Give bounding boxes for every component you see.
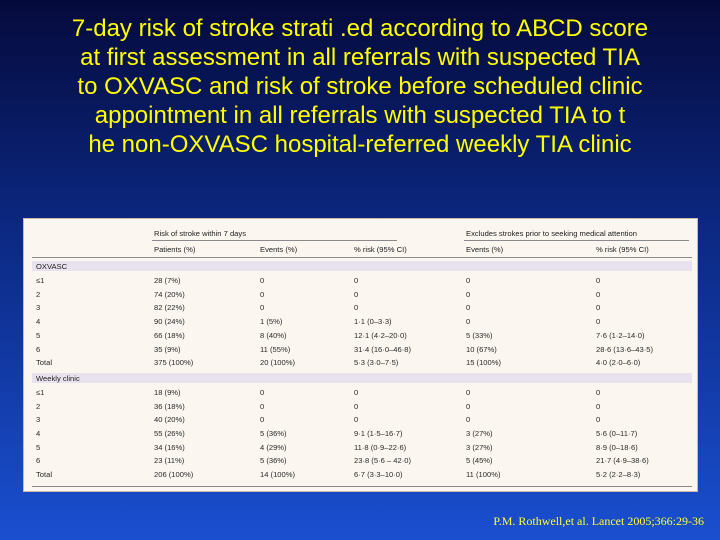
table-cell: 5·6 (0–11·7)	[596, 429, 638, 438]
table-cell: 18 (9%)	[154, 387, 181, 397]
section-header	[32, 373, 692, 383]
table-cell: 35 (9%)	[154, 344, 181, 354]
table-cell: 5·2 (2·2–8·3)	[596, 470, 641, 480]
column-header: Events (%)	[466, 245, 504, 254]
table-cell: 6·7 (3·3–10·0)	[354, 470, 403, 480]
table-cell: 5 (45%)	[466, 456, 493, 466]
table-cell: 23·8 (5·6 – 42·0)	[354, 456, 411, 466]
table-cell: 206 (100%)	[154, 470, 194, 480]
table-cell: 8 (40%)	[260, 330, 287, 340]
table-cell: 11·8 (0·9–22·6)	[354, 442, 407, 452]
table-cell: 0	[596, 317, 601, 327]
table-cell: 8·9 (0–18·6)	[596, 442, 638, 452]
slide-title	[10, 14, 710, 159]
table-cell: 375 (100%)	[154, 358, 194, 368]
table-cell: 23 (11%)	[154, 456, 185, 466]
table-cell: 0	[596, 276, 601, 285]
table-cell: 0	[596, 387, 601, 397]
table-cell: 11 (100%)	[466, 470, 501, 480]
table-cell: 90 (24%)	[154, 317, 185, 327]
row-label: 2	[36, 289, 41, 299]
table-cell: 0	[354, 401, 359, 411]
row-label: 4	[36, 429, 41, 438]
title-line: to OXVASC and risk of stroke before scheduled clinic	[77, 73, 643, 100]
row-label: Total	[36, 358, 53, 368]
table-cell: 0	[466, 415, 471, 425]
table-cell: 0	[466, 276, 471, 285]
table-cell: 0	[596, 289, 601, 299]
row-label: 6	[36, 344, 41, 354]
row-label: 5	[36, 330, 41, 340]
table-cell: 55 (26%)	[154, 429, 185, 438]
row-label: 2	[36, 401, 41, 411]
table-cell: 3 (27%)	[466, 442, 493, 452]
table-cell: 0	[354, 387, 359, 397]
row-label: 3	[36, 415, 41, 425]
title-line: he non-OXVASC hospital-referred weekly TIA clinic	[88, 131, 632, 158]
table-cell: 4 (29%)	[260, 442, 287, 452]
row-label: 6	[36, 456, 41, 466]
table-cell: 0	[596, 303, 601, 313]
row-label: ≤1	[36, 276, 45, 285]
table-cell: 1 (5%)	[260, 317, 283, 327]
table-cell: 0	[466, 303, 471, 313]
table-cell: 82 (22%)	[154, 303, 185, 313]
table-cell: 4·0 (2·0–6·0)	[596, 358, 641, 368]
column-header: Patients (%)	[154, 245, 196, 254]
row-label: 5	[36, 442, 41, 452]
section-label: OXVASC	[36, 262, 68, 271]
title-line: at first assessment in all referrals with suspected TIA	[80, 44, 640, 71]
table-cell: 66 (18%)	[154, 330, 185, 340]
table-cell: 0	[260, 401, 265, 411]
table-cell: 12·1 (4·2–20·0)	[354, 330, 407, 340]
row-label: ≤1	[36, 387, 45, 397]
table-cell: 0	[260, 303, 265, 313]
table-cell: 28 (7%)	[154, 276, 181, 285]
table-cell: 34 (16%)	[154, 442, 185, 452]
table-cell: 11 (55%)	[260, 344, 291, 354]
table-cell: 0	[354, 289, 359, 299]
risk-table	[23, 218, 698, 492]
table-cell: 21·7 (4·9–38·6)	[596, 456, 649, 466]
table-cell: 0	[354, 276, 359, 285]
column-header: % risk (95% CI)	[596, 245, 649, 254]
table-cell: 14 (100%)	[260, 470, 296, 480]
table-cell: 15 (100%)	[466, 358, 502, 368]
row-label: 4	[36, 317, 41, 327]
table-cell: 0	[260, 289, 265, 299]
table-cell: 5 (36%)	[260, 456, 287, 466]
title-line: appointment in all referrals with suspected TIA to t	[94, 102, 626, 129]
table-cell: 0	[354, 303, 359, 313]
table-cell: 0	[260, 276, 265, 285]
table-cell: 5·3 (3·0–7·5)	[354, 358, 399, 368]
table-cell: 0	[260, 387, 265, 397]
table-cell: 0	[466, 401, 471, 411]
table-rule	[152, 240, 397, 241]
table-rule	[32, 257, 692, 258]
table-cell: 40 (20%)	[154, 415, 185, 425]
row-label: Total	[36, 470, 53, 480]
table-cell: 0	[466, 317, 471, 327]
title-line: 7-day risk of stroke strati .ed according to ABCD score	[71, 15, 649, 42]
table-cell: 0	[596, 401, 601, 411]
table-rule	[464, 240, 689, 241]
table-cell: 0	[596, 415, 601, 425]
table-cell: 20 (100%)	[260, 358, 296, 368]
row-label: 3	[36, 303, 41, 313]
table-cell: 31·4 (16·0–46·8)	[354, 344, 411, 354]
table-cell: 74 (20%)	[154, 289, 185, 299]
table-cell: 0	[466, 289, 471, 299]
table-rule	[32, 486, 692, 487]
table-cell: 0	[260, 415, 265, 425]
citation: P.M. Rothwell,et al. Lancet 2005;366:29-36	[493, 514, 704, 528]
table-cell: 1·1 (0–3·3)	[354, 317, 392, 327]
table-cell: 7·6 (1·2–14·0)	[596, 330, 645, 340]
table-cell: 5 (33%)	[466, 330, 493, 340]
table-cell: 0	[466, 387, 471, 397]
group-header: Excludes strokes prior to seeking medical attention	[466, 229, 637, 238]
column-header: Events (%)	[260, 245, 298, 254]
table-cell: 0	[354, 415, 359, 425]
table-cell: 28·6 (13·6–43·5)	[596, 344, 653, 354]
table-cell: 10 (67%)	[466, 344, 497, 354]
section-header	[32, 261, 692, 271]
table-cell: 36 (18%)	[154, 401, 185, 411]
table-cell: 3 (27%)	[466, 429, 493, 438]
group-header: Risk of stroke within 7 days	[154, 229, 247, 238]
table-cell: 5 (36%)	[260, 429, 287, 438]
section-label: Weekly clinic	[36, 373, 80, 383]
table-cell: 9·1 (1·5–16·7)	[354, 429, 403, 438]
column-header: % risk (95% CI)	[354, 245, 407, 254]
